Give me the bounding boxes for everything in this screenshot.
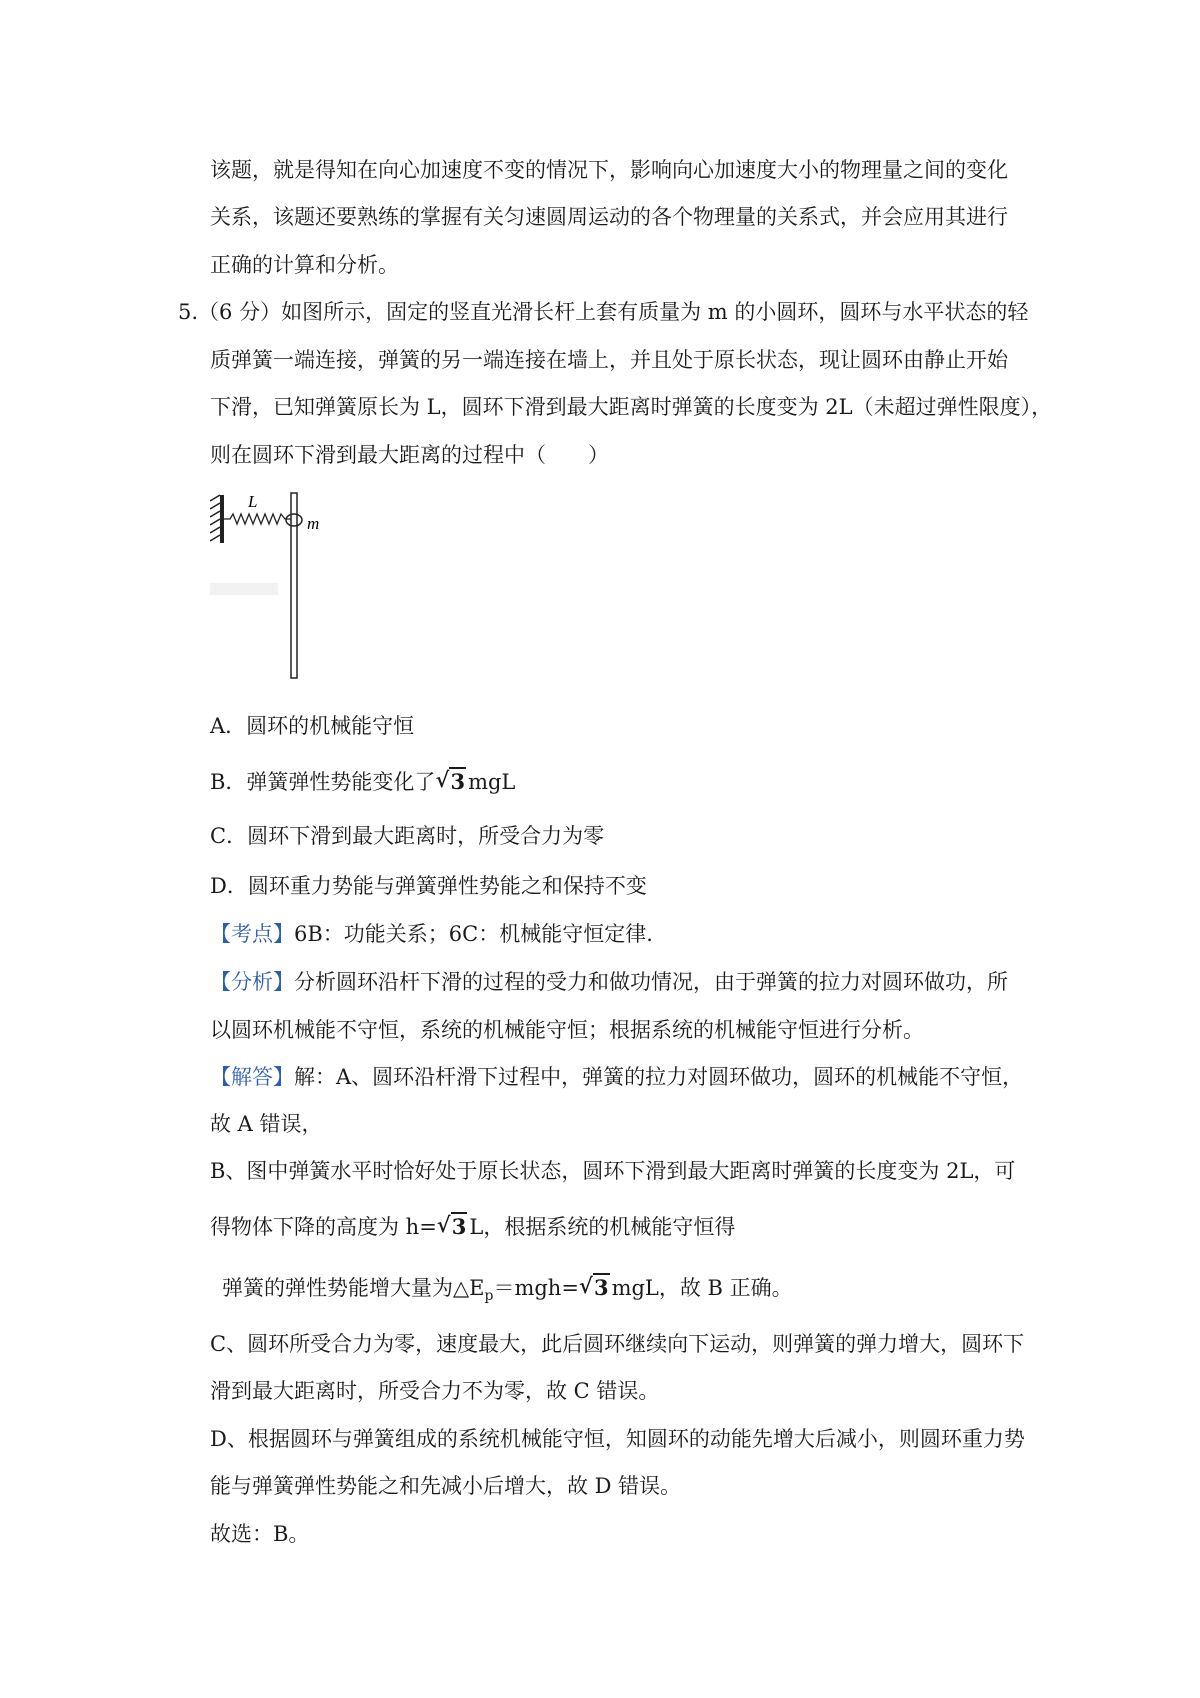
answer-line: 故选：B。 <box>210 1522 310 1546</box>
fenxi-text-1: 分析圆环沿杆下滑的过程的受力和做功情况，由于弹簧的拉力对圆环做功，所 <box>294 970 1008 994</box>
subscript-p: p <box>484 1288 494 1305</box>
kaodian-line <box>210 920 653 948</box>
sqrt-symbol: √ 3 <box>436 1212 467 1239</box>
jieda-text-1: 解：A、圆环沿杆滑下过程中，弹簧的拉力对圆环做功，圆环的机械能不守恒， <box>294 1065 1024 1089</box>
question-line-3: 下滑，已知弹簧原长为 L，圆环下滑到最大距离时弹簧的长度变为 2L（未超过弹性限度）， <box>210 395 1053 419</box>
vertical-rod <box>291 493 297 678</box>
solution-b-line-1: B、图中弹簧水平时恰好处于原长状态，圆环下滑到最大距离时弹簧的长度变为 2L，可 <box>210 1159 1016 1183</box>
question-line-2: 质弹簧一端连接，弹簧的另一端连接在墙上，并且处于原长状态，现让圆环由静止开始 <box>210 348 1008 372</box>
option-b-text: B．弹簧弹性势能变化了 <box>210 770 436 794</box>
question-line-1: 如图所示，固定的竖直光滑长杆上套有质量为 m 的小圆环，圆环与水平状态的轻 <box>281 300 1029 324</box>
spring-ring-figure <box>210 485 350 689</box>
solution-b-height-rest: L，根据系统的机械能守恒得 <box>469 1215 736 1239</box>
solution-d-line-2: 能与弹簧弹性势能之和先减小后增大，故 D 错误。 <box>210 1474 682 1498</box>
wall <box>220 495 224 543</box>
fenxi-line-1 <box>210 968 1008 996</box>
continuation-line-3: 正确的计算和分析。 <box>210 253 399 277</box>
sqrt-symbol: √ 3 <box>578 1273 609 1300</box>
option-a: A．圆环的机械能守恒 <box>210 714 415 738</box>
fenxi-tag: 【分析】 <box>210 970 294 994</box>
jieda-line-1 <box>210 1063 1023 1091</box>
solution-b-energy-text: 弹簧的弹性势能增大量为△E <box>222 1276 485 1300</box>
solution-c-line-1: C、圆环所受合力为零，速度最大，此后圆环继续向下运动，则弹簧的弹力增大，圆环下 <box>210 1332 1025 1356</box>
label-m: m <box>307 514 320 533</box>
question-number: 5. <box>178 300 199 324</box>
fenxi-line-2: 以圆环机械能不守恒，系统的机械能守恒；根据系统的机械能守恒进行分析。 <box>210 1018 924 1042</box>
solution-d-line-1: D、根据圆环与弹簧组成的系统机械能守恒，知圆环的动能先增大后减小，则圆环重力势 <box>210 1427 1025 1451</box>
question-header <box>178 298 1028 326</box>
wall-hatching <box>210 495 220 541</box>
question-line-4: 则在圆环下滑到最大距离的过程中（ ） <box>210 443 609 467</box>
kaodian-tag: 【考点】 <box>210 922 294 946</box>
jieda-tag: 【解答】 <box>210 1065 294 1089</box>
spring <box>224 514 292 524</box>
solution-b-line-3 <box>222 1274 793 1310</box>
solution-b-line-2 <box>210 1213 735 1241</box>
option-d: D．圆环重力势能与弹簧弹性势能之和保持不变 <box>210 874 647 898</box>
continuation-line-1: 该题，就是得知在向心加速度不变的情况下，影响向心加速度大小的物理量之间的变化 <box>210 158 1008 182</box>
solution-b-height-text: 得物体下降的高度为 h= <box>210 1215 437 1239</box>
sqrt-symbol: √ 3 <box>435 767 466 794</box>
solution-c-line-2: 滑到最大距离时，所受合力不为零，故 C 错误。 <box>210 1379 660 1403</box>
question-points: （6 分） <box>198 300 282 324</box>
label-L: L <box>248 492 258 511</box>
solution-b-energy-rest: mgL，故 B 正确。 <box>611 1276 793 1300</box>
continuation-line-2: 关系，该题还要熟练的掌握有关匀速圆周运动的各个物理量的关系式，并会应用其进行 <box>210 205 1008 229</box>
jieda-line-2: 故 A 错误， <box>210 1112 323 1136</box>
faint-mark <box>210 583 278 595</box>
option-b <box>210 768 515 796</box>
solution-b-energy-mid: ＝mgh= <box>493 1276 579 1300</box>
option-c: C．圆环下滑到最大距离时，所受合力为零 <box>210 824 605 848</box>
kaodian-text: 6B：功能关系；6C：机械能守恒定律. <box>294 922 653 946</box>
option-b-unit: mgL <box>468 770 516 794</box>
spring-rod-diagram <box>210 485 350 685</box>
